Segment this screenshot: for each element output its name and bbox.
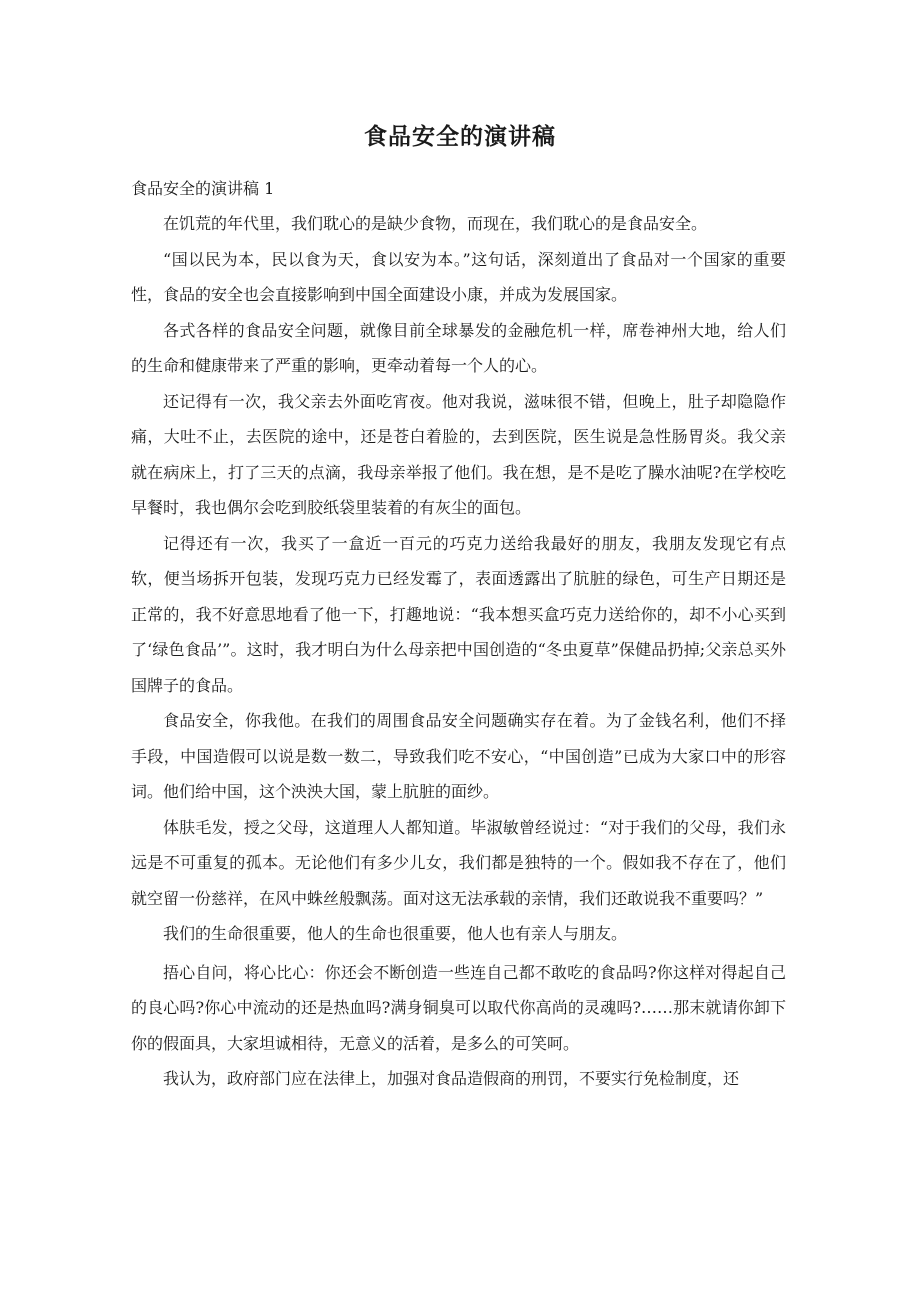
paragraph: 捂心自问，将心比心：你还会不断创造一些连自己都不敢吃的食品吗?你这样对得起自己的良心吗?你心中流动的还是热血吗?满身铜臭可以取代你高尚的灵魂吗?……那末就请你卸下你的假面具，大家坦诚相待，无意义的活着，是多么的可笑呵。 — [131, 962, 786, 1053]
paragraph: 各式各样的食品安全问题，就像目前全球暴发的金融危机一样，席卷神州大地，给人们的生命和健康带来了严重的影响，更牵动着每一个人的心。 — [131, 320, 786, 375]
paragraph: 体肤毛发，授之父母，这道理人人都知道。毕淑敏曾经说过：“对于我们的父母，我们永远是不可重复的孤本。无论他们有多少儿女，我们都是独特的一个。假如我不存在了，他们就空留一份慈祥，在风中蛛丝般飘荡。面对这无法承载的亲情，我们还敢说我不重要吗？” — [131, 817, 786, 908]
paragraph: 还记得有一次，我父亲去外面吃宵夜。他对我说，滋味很不错，但晚上，肚子却隐隐作痛，大吐不止，去医院的途中，还是苍白着脸的，去到医院，医生说是急性肠胃炎。我父亲就在病床上，打了三天的点滴，我母亲举报了他们。我在想，是不是吃了臊水油呢?在学校吃早餐时，我也偶尔会吃到胶纸袋里装着的有灰尘的面包。 — [131, 391, 786, 517]
document-title: 食品安全的演讲稿 — [364, 124, 556, 150]
paragraph: 记得还有一次，我买了一盒近一百元的巧克力送给我最好的朋友，我朋友发现它有点软，便当场拆开包装，发现巧克力已经发霉了，表面透露出了肮脏的绿色，可生产日期还是正常的，我不好意思地看了他一下，打趣地说：“我本想买盒巧克力送给你的，却不小心买到了‘绿色食品’”。这时，我才明白为什么母亲把中国创造的“冬虫夏草”保健品扔掉;父亲总买外国牌子的食品。 — [131, 533, 786, 695]
document-subtitle: 食品安全的演讲稿 1 — [131, 179, 275, 198]
paragraph: “国以民为本，民以食为天，食以安为本。”这句话，深刻道出了食品对一个国家的重要性，食品的安全也会直接影响到中国全面建设小康，并成为发展国家。 — [131, 249, 786, 304]
document-body — [131, 206, 786, 1097]
paragraph: 在饥荒的年代里，我们耽心的是缺少食物，而现在，我们耽心的是食品安全。 — [163, 214, 708, 233]
paragraph: 食品安全，你我他。在我们的周围食品安全问题确实存在着。为了金钱名利，他们不择手段，中国造假可以说是数一数二，导致我们吃不安心，“中国创造”已成为大家口中的形容词。他们给中国，这个泱泱大国，蒙上肮脏的面纱。 — [131, 711, 786, 801]
paragraph: 我们的生命很重要，他人的生命也很重要，他人也有亲人与朋友。 — [163, 924, 628, 943]
paragraph: 我认为，政府部门应在法律上，加强对食品造假商的刑罚，不要实行免检制度，还 — [163, 1069, 740, 1088]
